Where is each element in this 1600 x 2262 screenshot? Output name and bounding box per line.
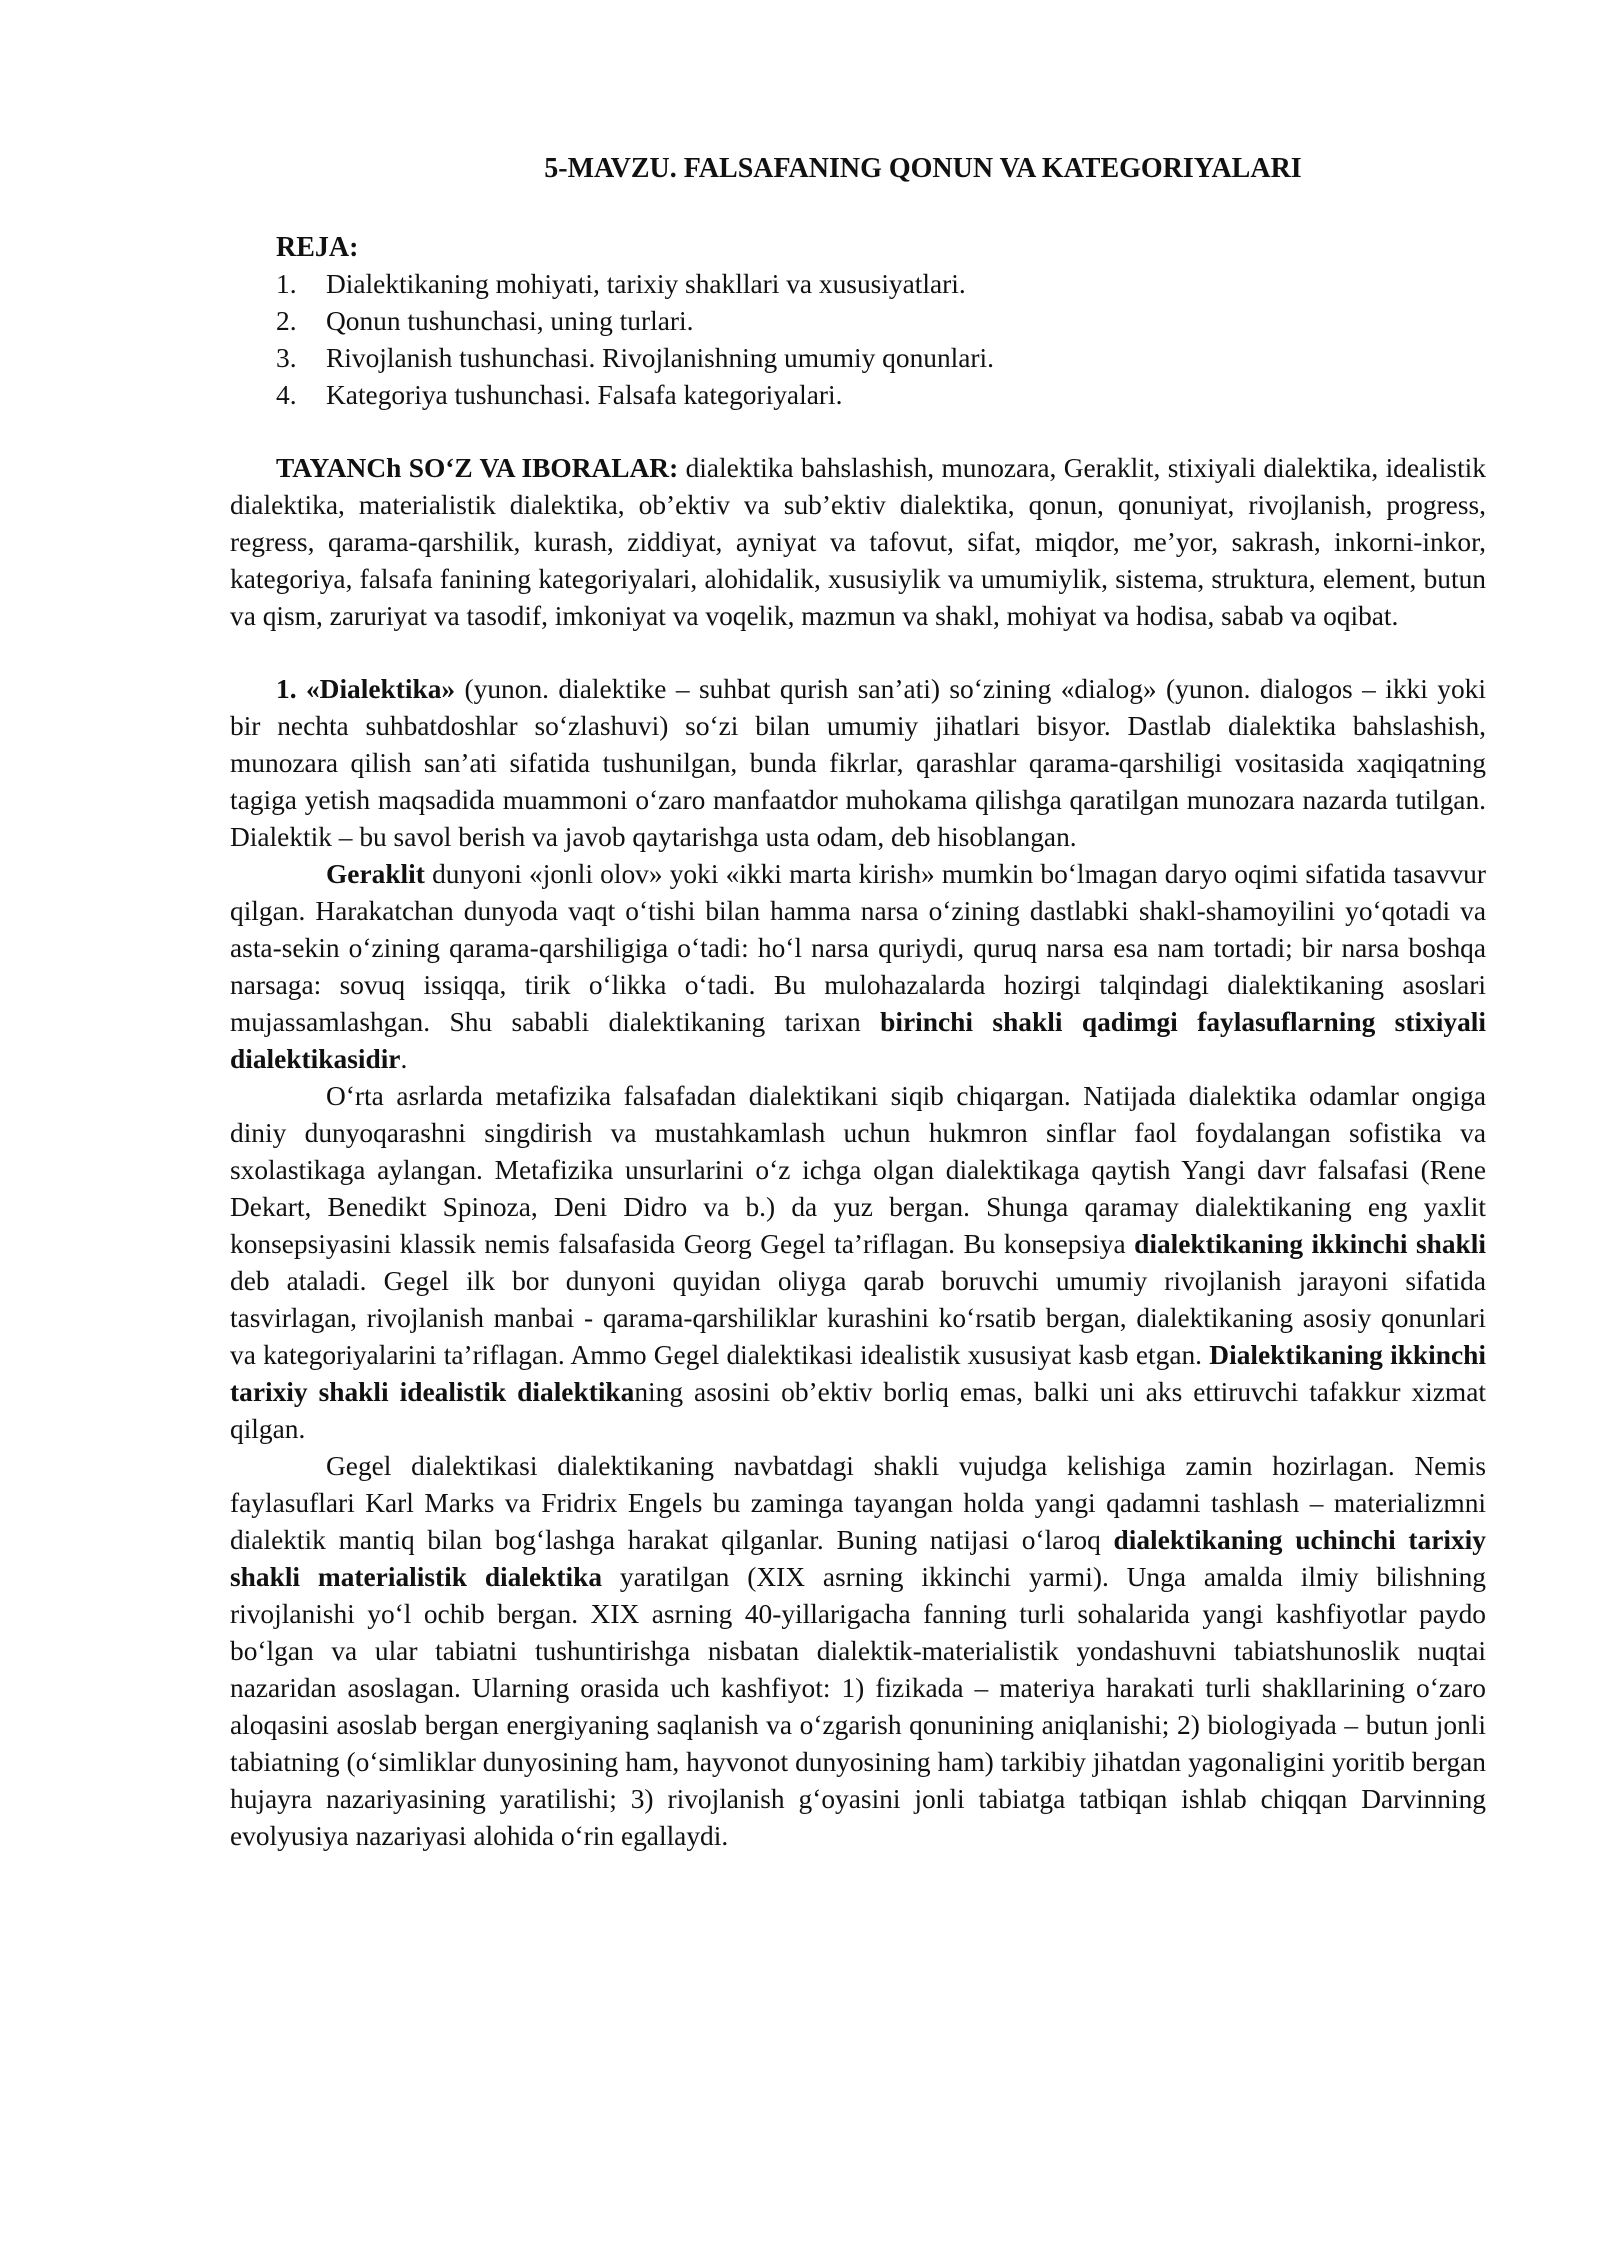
plan-item-text: Kategoriya tushunchasi. Falsafa kategoriyalari. <box>326 380 843 410</box>
paragraph-emphasis: dialektikaning uchinchi tarixiy shakli materialistik dialektika <box>230 1525 1486 1592</box>
plan-item <box>276 266 1486 303</box>
plan-item-number: 2. <box>276 306 297 336</box>
paragraph-heraclitus <box>230 856 1486 1078</box>
plan-item-number: 3. <box>276 343 297 373</box>
paragraph-lead: 1. «Dialektika» <box>276 674 456 704</box>
paragraph-emphasis: birinchi shakli qadimgi faylasuflarning stixiyali dialektikasidir <box>230 1007 1486 1074</box>
paragraph-text: . <box>400 1044 408 1074</box>
keywords-label: TAYANCh SO‘Z VA IBORALAR: <box>276 453 679 483</box>
paragraph-text: deb ataladi. Gegel ilk bor dunyoni quyidan oliyga qarab boruvchi umumiy rivojlanish jarayoni sifatida tasvirlagan, rivojlanish manbai - qarama-qarshiliklar kurashini ko‘rsatib bergan, dialektikaning asosiy qonunlari va kategoriyalarini ta’riflagan. Ammo Gegel dialektikasi idealistik xususiyat kasb etgan. <box>230 1266 1486 1370</box>
plan-item-number: 4. <box>276 380 297 410</box>
plan-item <box>276 303 1486 340</box>
plan-item <box>276 340 1486 377</box>
plan-item-text: Rivojlanish tushunchasi. Rivojlanishning umumiy qonunlari. <box>326 343 995 373</box>
plan-list <box>230 266 1486 414</box>
paragraph-text: O‘rta asrlarda metafizika falsafadan dialektikani siqib chiqargan. Natijada dialektika odamlar ongiga diniy dunyoqarashni singdirish va mustahkamlash uchun hukmron sinflar faol foydalangan sofistika va sxolastikaga aylangan. Metafizika unsurlarini o‘z ichga olgan dialektikaga qaytish Yangi davr falsafasi (Rene Dekart, Benedikt Spinoza, Deni Didro va b.) da yuz bergan. Shunga qaramay dialektikaning eng yaxlit konsepsiyasini klassik nemis falsafasida Georg Gegel ta’riflagan. Bu konsepsiya <box>230 1081 1486 1259</box>
plan-heading: REJA: <box>276 232 359 263</box>
paragraph-text: (yunon. dialektike – suhbat qurish san’ati) so‘zining «dialog» (yunon. dialogos – ikki yoki bir nechta suhbatdoshlar so‘zlashuvi) so‘zi bilan umumiy jihatlari bisyor. Dastlab dialektika bahslashish, munozara qilish san’ati sifatida tushunilgan, bunda fikrlar, qarashlar qarama-qarshiligi vositasida xaqiqatning tagiga yetish maqsadida muammoni o‘zaro manfaatdor muhokama qilishga qaratilgan munozara nazarda tutilgan. Dialektik – bu savol berish va javob qaytarishga usta odam, deb hisoblangan. <box>230 674 1486 852</box>
document-page <box>230 150 1486 1855</box>
paragraph-materialist-dialectics <box>230 1448 1486 1855</box>
paragraph-text: dunyoni «jonli olov» yoki «ikki marta kirish» mumkin bo‘lmagan daryo oqimi sifatida tasavvur qilgan. Harakatchan dunyoda vaqt o‘tishi bilan hamma narsa o‘zining dastlabki shakl-shamoyilini yo‘qotadi va asta-sekin o‘zining qarama-qarshiligiga o‘tadi: ho‘l narsa quriydi, quruq narsa esa nam tortadi; bir narsa boshqa narsaga: sovuq issiqqa, tirik o‘likka o‘tadi. Bu mulohazalarda hozirgi talqindagi dialektikaning asoslari mujassamlashgan. Shu sababli dialektikaning tarixan <box>230 859 1486 1037</box>
keywords-text: dialektika bahslashish, munozara, Geraklit, stixiyali dialektika, idealistik dialektika, materialistik dialektika, ob’ektiv va sub’ektiv dialektika, qonun, qonuniyat, rivojlanish, progress, regress, qarama-qarshilik, kurash, ziddiyat, ayniyat va tafovut, sifat, miqdor, me’yor, sakrash, inkorni-inkor, kategoriya, falsafa fanining kategoriyalari, alohidalik, xususiylik va umumiylik, sistema, struktura, element, butun va qism, zaruriyat va tasodif, imkoniyat va voqelik, mazmun va shakl, mohiyat va hodisa, sabab va oqibat. <box>230 453 1486 631</box>
paragraph-emphasis: Dialektikaning ikkinchi tarixiy shakli idealistik dialektika <box>230 1340 1486 1407</box>
paragraph-dialectics-definition <box>230 671 1486 856</box>
plan-item <box>276 377 1486 414</box>
plan-item-text: Dialektikaning mohiyati, tarixiy shakllari va xususiyatlari. <box>326 269 966 299</box>
paragraph-middle-ages-hegel <box>230 1078 1486 1448</box>
paragraph-lead: Geraklit <box>326 859 425 889</box>
paragraph-text: yaratilgan (XIX asrning ikkinchi yarmi). Unga amalda ilmiy bilishning rivojlanishi yo‘l ochib bergan. XIX asrning 40-yillarigacha fanning turli sohalarida yangi kashfiyotlar paydo bo‘lgan va ular tabiatni tushuntirishga nisbatan dialektik-materialistik yondashuvni tabiatshunoslik nuqtai nazaridan asoslagan. Ularning orasida uch kashfiyot: 1) fizikada – materiya harakati turli shakllarining o‘zaro aloqasini asoslab bergan energiyaning saqlanish va o‘zgarish qonunining aniqlanishi; 2) biologiyada – butun jonli tabiatning (o‘simliklar dunyosining ham, hayvonot dunyosining ham) tarkibiy jihatdan yagonaligini yoritib bergan hujayra nazariyasining yaratilishi; 3) rivojlanish g‘oyasini jonli tabiatga tatbiqan ishlab chiqqan Darvinning evolyusiya nazariyasi alohida o‘rin egallaydi. <box>230 1562 1486 1851</box>
page-title: 5-MAVZU. FALSAFANING QONUN VA KATEGORIYALARI <box>544 153 1302 184</box>
plan-item-number: 1. <box>276 269 297 299</box>
plan-item-text: Qonun tushunchasi, uning turlari. <box>326 306 694 336</box>
paragraph-emphasis: dialektikaning ikkinchi shakli <box>1134 1229 1486 1259</box>
paragraph-text: ning asosini ob’ektiv borliq emas, balki uni aks ettiruvchi tafakkur xizmat qilgan. <box>230 1377 1486 1444</box>
keywords-paragraph <box>230 450 1486 635</box>
paragraph-text: Gegel dialektikasi dialektikaning navbatdagi shakli vujudga kelishiga zamin hozirlagan. Nemis faylasuflari Karl Marks va Fridrix Engels bu zaminga tayangan holda yangi qadamni tashlash – materializmni dialektik mantiq bilan bog‘lashga harakat qilganlar. Buning natijasi o‘laroq <box>230 1451 1486 1555</box>
